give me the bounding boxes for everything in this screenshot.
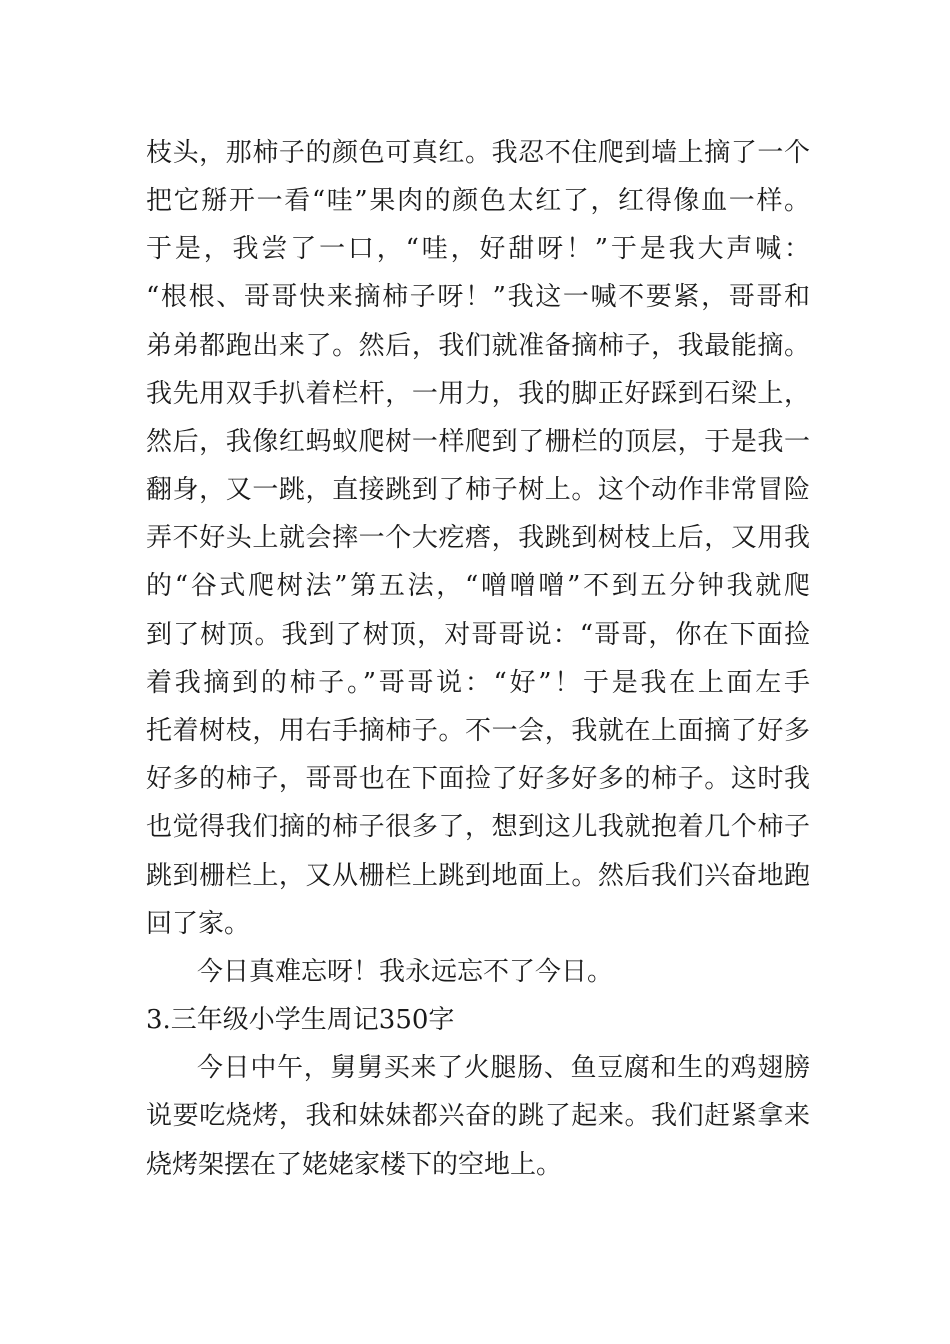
text-line: 于是，我尝了一口，“哇，好甜呀！”于是我大声喊： [146, 234, 810, 264]
section-heading: 3.三年级小学生周记350字 [146, 1005, 455, 1035]
text-line: 枝头，那柿子的颜色可真红。我忍不住爬到墙上摘了一个 [146, 138, 810, 168]
text-line: 着我摘到的柿子。”哥哥说：“好”！于是我在上面左手 [146, 668, 810, 698]
text-line: 到了树顶。我到了树顶，对哥哥说：“哥哥，你在下面捡 [146, 620, 810, 650]
text-line: 好多的柿子，哥哥也在下面捡了好多好多的柿子。这时我 [146, 764, 810, 794]
text-line: 弄不好头上就会摔一个大疙瘩，我跳到树枝上后，又用我 [146, 523, 810, 553]
paragraph-line: 今日真难忘呀！我永远忘不了今日。 [197, 957, 614, 987]
text-line: 我先用双手扒着栏杆，一用力，我的脚正好踩到石梁上， [146, 379, 810, 409]
text-line: 弟弟都跑出来了。然后，我们就准备摘柿子，我最能摘。 [146, 331, 810, 361]
text-line: 把它掰开一看“哇”果肉的颜色太红了，红得像血一样。 [146, 186, 810, 216]
paragraph-line: 今日中午，舅舅买来了火腿肠、鱼豆腐和生的鸡翅膀 [197, 1053, 810, 1083]
text-line: 烧烤架摆在了姥姥家楼下的空地上。 [146, 1150, 563, 1180]
text-line: 跳到栅栏上，又从栅栏上跳到地面上。然后我们兴奋地跑 [146, 861, 810, 891]
text-line: “根根、哥哥快来摘柿子呀！”我这一喊不要紧，哥哥和 [146, 282, 810, 312]
text-line: 也觉得我们摘的柿子很多了，想到这儿我就抱着几个柿子 [146, 812, 810, 842]
text-line: 然后，我像红蚂蚁爬树一样爬到了栅栏的顶层，于是我一 [146, 427, 810, 457]
text-line: 的“谷式爬树法”第五法，“噌噌噌”不到五分钟我就爬 [146, 571, 810, 601]
text-line: 回了家。 [146, 909, 251, 939]
text-line: 翻身，又一跳，直接跳到了柿子树上。这个动作非常冒险 [146, 475, 810, 505]
text-line: 托着树枝，用右手摘柿子。不一会，我就在上面摘了好多 [146, 716, 810, 746]
text-line: 说要吃烧烤，我和妹妹都兴奋的跳了起来。我们赶紧拿来 [146, 1101, 810, 1131]
